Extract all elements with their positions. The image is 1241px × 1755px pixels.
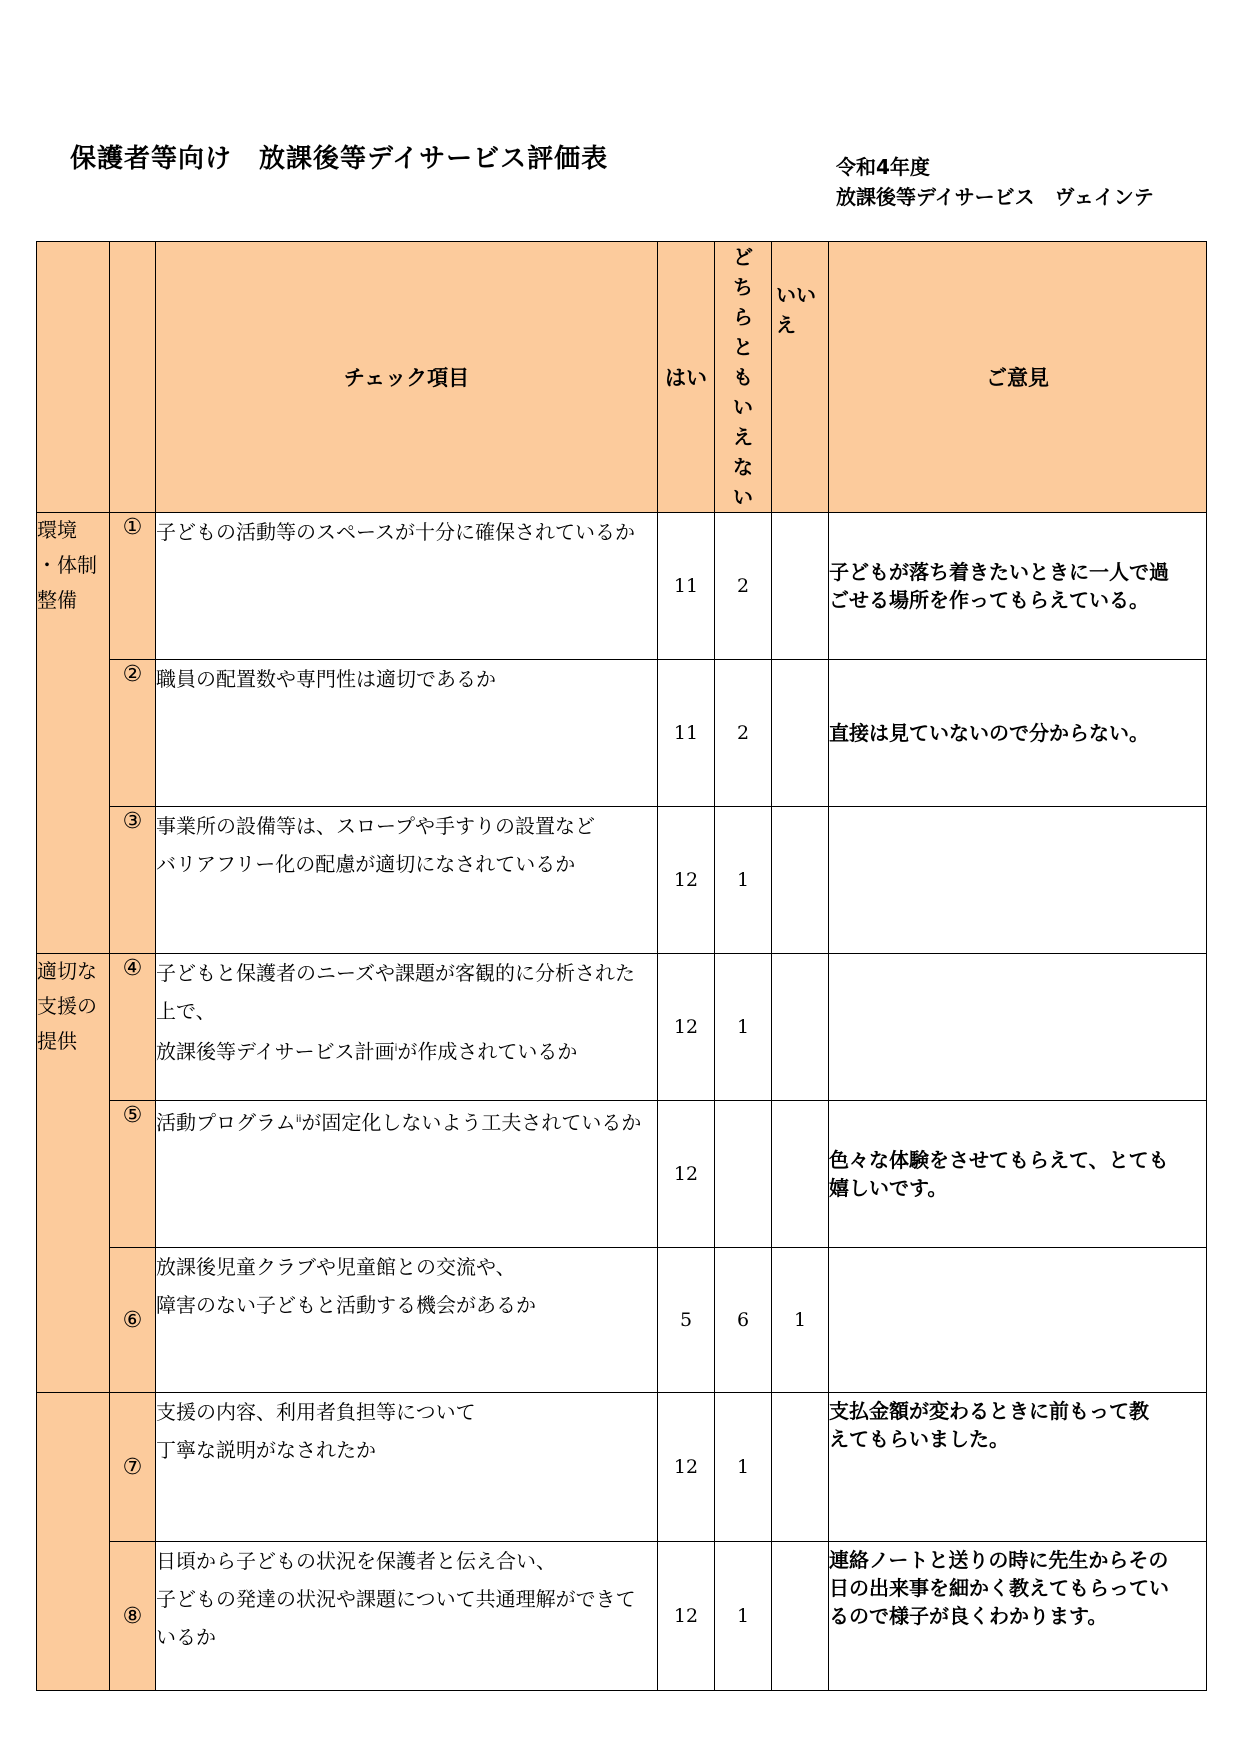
opinion-text [829, 1248, 1207, 1393]
count-neither: 1 [715, 807, 772, 954]
item-number: ⑤ [110, 1101, 156, 1248]
count-no [772, 954, 829, 1101]
item-number: ① [110, 513, 156, 660]
count-no: 1 [772, 1248, 829, 1393]
item-number: ⑧ [110, 1542, 156, 1691]
count-yes: 12 [658, 1101, 715, 1248]
footnote-marker: ii [295, 1114, 302, 1125]
count-neither: 1 [715, 1542, 772, 1691]
count-yes: 11 [658, 513, 715, 660]
opinion-text: 子どもが落ち着きたいときに一人で過 ごせる場所を作ってもらえている。 [829, 513, 1207, 660]
table-row [37, 954, 1207, 1101]
category-third [37, 1393, 110, 1691]
header-number-cell [110, 242, 156, 513]
item-text: 放課後児童クラブや児童館との交流や、 障害のない子どもと活動する機会があるか [156, 1248, 658, 1393]
item-number: ③ [110, 807, 156, 954]
item-text: 活動プログラム$^{ii}$が固定化しないよう工夫されているか [156, 1101, 658, 1248]
header-yes: はい [658, 242, 715, 513]
count-neither: 1 [715, 954, 772, 1101]
count-yes: 11 [658, 660, 715, 807]
count-yes: 12 [658, 807, 715, 954]
count-no [772, 807, 829, 954]
item-number: ④ [110, 954, 156, 1101]
count-no [772, 513, 829, 660]
item-number: ⑦ [110, 1393, 156, 1542]
opinion-text: 色々な体験をさせてもらえて、とても 嬉しいです。 [829, 1101, 1207, 1248]
item-number: ② [110, 660, 156, 807]
count-no [772, 1101, 829, 1248]
facility-name: 放課後等デイサービス ヴェインテ [836, 185, 1154, 209]
evaluation-table [36, 241, 1207, 1691]
table-row [37, 1101, 1207, 1248]
count-yes: 12 [658, 1393, 715, 1542]
count-neither: 2 [715, 660, 772, 807]
opinion-text: 支払金額が変わるときに前もって教 えてもらいました。 [829, 1393, 1207, 1542]
opinion-text: 連絡ノートと送りの時に先生からその 日の出来事を細かく教えてもらってい るので様子が良くわかります。 [829, 1542, 1207, 1691]
header-opinion: ご意見 [829, 242, 1207, 513]
table-row [37, 1542, 1207, 1691]
count-yes: 12 [658, 1542, 715, 1691]
opinion-text [829, 807, 1207, 954]
count-no [772, 1393, 829, 1542]
item-text: 日頃から子どもの状況を保護者と伝え合い、 子どもの発達の状況や課題について共通理解ができて いるか [156, 1542, 658, 1691]
item-number: ⑥ [110, 1248, 156, 1393]
table-row [37, 1393, 1207, 1542]
count-neither: 6 [715, 1248, 772, 1393]
opinion-text [829, 954, 1207, 1101]
count-no [772, 1542, 829, 1691]
header-neither: ど ち ら と も い え な い [715, 242, 772, 513]
count-neither [715, 1101, 772, 1248]
fiscal-year: 令和4年度 [836, 155, 930, 179]
table-row [37, 807, 1207, 954]
count-neither: 2 [715, 513, 772, 660]
count-neither: 1 [715, 1393, 772, 1542]
count-no [772, 660, 829, 807]
document-meta [836, 152, 1154, 212]
header-category-cell [37, 242, 110, 513]
table-row [37, 513, 1207, 660]
opinion-text: 直接は見ていないので分からない。 [829, 660, 1207, 807]
table-header-row [37, 242, 1207, 513]
item-text: 子どもの活動等のスペースが十分に確保されているか [156, 513, 658, 660]
count-yes: 5 [658, 1248, 715, 1393]
header-check-items: チェック項目 [156, 242, 658, 513]
table-row [37, 1248, 1207, 1393]
page-title: 保護者等向け 放課後等デイサービス評価表 [70, 144, 609, 174]
item-text: 子どもと保護者のニーズや課題が客観的に分析された 上で、 放課後等デイサービス計画$^i$が作成されているか [156, 954, 658, 1101]
footnote-marker: i [394, 1043, 398, 1054]
item-text: 職員の配置数や専門性は適切であるか [156, 660, 658, 807]
table-row [37, 660, 1207, 807]
category-environment: 環境 ・体制 整備 [37, 513, 110, 954]
category-support: 適切な 支援の 提供 [37, 954, 110, 1393]
item-text: 事業所の設備等は、スロープや手すりの設置など バリアフリー化の配慮が適切になされているか [156, 807, 658, 954]
count-yes: 12 [658, 954, 715, 1101]
item-text: 支援の内容、利用者負担等について 丁寧な説明がなされたか [156, 1393, 658, 1542]
header-no: いい え [772, 242, 829, 513]
